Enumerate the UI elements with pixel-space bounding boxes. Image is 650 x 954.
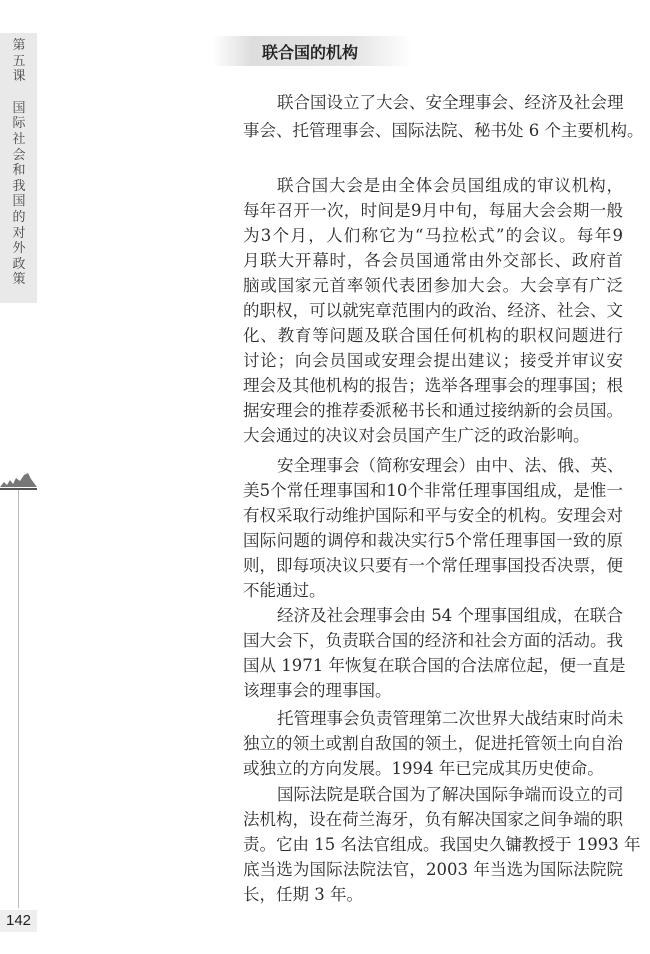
chapter-char: 策 bbox=[12, 272, 26, 288]
text-line: 事会、托管理事会、国际法院、秘书处 6 个主要机构。 bbox=[243, 121, 644, 140]
margin-rule bbox=[18, 490, 19, 908]
text-line: 国大会下，负责联合国的经济和社会方面的活动。我 bbox=[243, 631, 623, 650]
text-line: 化、教育等问题及联合国任何机构的职权问题进行 bbox=[243, 326, 623, 345]
chapter-char: 和 bbox=[12, 163, 26, 179]
chapter-char: 会 bbox=[12, 147, 26, 163]
chapter-char: 国 bbox=[12, 100, 26, 116]
paragraph-intro bbox=[243, 89, 644, 145]
text-line: 则，即每项决议只要有一个常任理事国投否决票，便 bbox=[243, 556, 623, 575]
chapter-label bbox=[10, 38, 28, 288]
chapter-char: 的 bbox=[12, 209, 26, 225]
chapter-char: 第 bbox=[12, 38, 26, 53]
text-line: 经济及社会理事会由 54 个理事国组成，在联合 bbox=[277, 606, 623, 625]
chapter-char: 我 bbox=[12, 178, 26, 194]
chapter-char: 国 bbox=[12, 194, 26, 210]
chapter-char: 对 bbox=[12, 225, 26, 241]
text-line: 的职权，可以就宪章范围内的政治、经济、社会、文 bbox=[243, 301, 623, 320]
paragraph-trusteeship-council bbox=[243, 706, 623, 781]
text-line: 有权采取行动维护国际和平与安全的机构。安理会对 bbox=[243, 506, 623, 525]
text-line: 据安理会的推荐委派秘书长和通过接纳新的会员国。 bbox=[243, 401, 623, 420]
text-line: 大会通过的决议对会员国产生广泛的政治影响。 bbox=[243, 426, 590, 445]
text-line: 脑或国家元首率领代表团参加大会。大会享有广泛 bbox=[243, 276, 623, 295]
text-line: 法机构，设在荷兰海牙，负有解决国家之间争端的职 bbox=[243, 810, 623, 829]
chapter-char: 际 bbox=[12, 116, 26, 132]
text-line: 讨论；向会员国或安理会提出建议；接受并审议安 bbox=[243, 351, 623, 370]
text-line: 为3个月，人们称它为“马拉松式”的会议。每年9 bbox=[243, 226, 623, 245]
text-line: 理会及其他机构的报告；选举各理事会的理事国；根 bbox=[243, 376, 623, 395]
text-line: 不能通过。 bbox=[243, 581, 326, 600]
text-line: 国际法院是联合国为了解决国际争端而设立的司 bbox=[277, 785, 624, 804]
paragraph-security-council bbox=[243, 453, 623, 603]
text-line: 美5个常任理事国和10个非常任理事国组成，是惟一 bbox=[243, 481, 623, 500]
text-line: 独立的领土或割自敌国的领土，促进托管领土向自治 bbox=[243, 734, 623, 753]
chapter-char: 外 bbox=[12, 241, 26, 257]
text-line: 国从 1971 年恢复在联合国的合法席位起，便一直是 bbox=[243, 656, 626, 675]
paragraph-icj bbox=[243, 782, 641, 907]
text-line: 联合国大会是由全体会员国组成的审议机构， bbox=[277, 176, 623, 195]
text-line: 或独立的方向发展。1994 年已完成其历史使命。 bbox=[243, 759, 604, 778]
text-line: 联合国设立了大会、安全理事会、经济及社会理 bbox=[277, 93, 624, 112]
text-line: 国际问题的调停和裁决实行5个常任理事国一致的原 bbox=[243, 531, 623, 550]
text-line: 底当选为国际法院法官，2003 年当选为国际法院院 bbox=[243, 860, 623, 879]
chapter-char: 社 bbox=[12, 131, 26, 147]
text-line: 月联大开幕时，各会员国通常由外交部长、政府首 bbox=[243, 251, 623, 270]
paragraph-ecosoc bbox=[243, 603, 626, 703]
chapter-char: 课 bbox=[12, 69, 26, 85]
text-line: 每年召开一次，时间是9月中旬，每届大会会期一般 bbox=[243, 201, 623, 220]
text-line: 长，任期 3 年。 bbox=[243, 885, 363, 904]
page-number: 142 bbox=[0, 910, 37, 932]
text-line: 安全理事会（简称安理会）由中、法、俄、英、 bbox=[277, 456, 624, 475]
paragraph-general-assembly bbox=[243, 173, 623, 448]
chapter-char: 政 bbox=[12, 256, 26, 272]
chapter-char: 五 bbox=[12, 53, 26, 69]
text-line: 托管理事会负责管理第二次世界大战结束时尚未 bbox=[277, 709, 624, 728]
text-line: 该理事会的理事国。 bbox=[243, 681, 392, 700]
decorative-skyline-icon bbox=[0, 470, 37, 488]
section-title: 联合国的机构 bbox=[262, 43, 359, 62]
text-line: 责。它由 15 名法官组成。我国史久镛教授于 1993 年 bbox=[243, 835, 641, 854]
